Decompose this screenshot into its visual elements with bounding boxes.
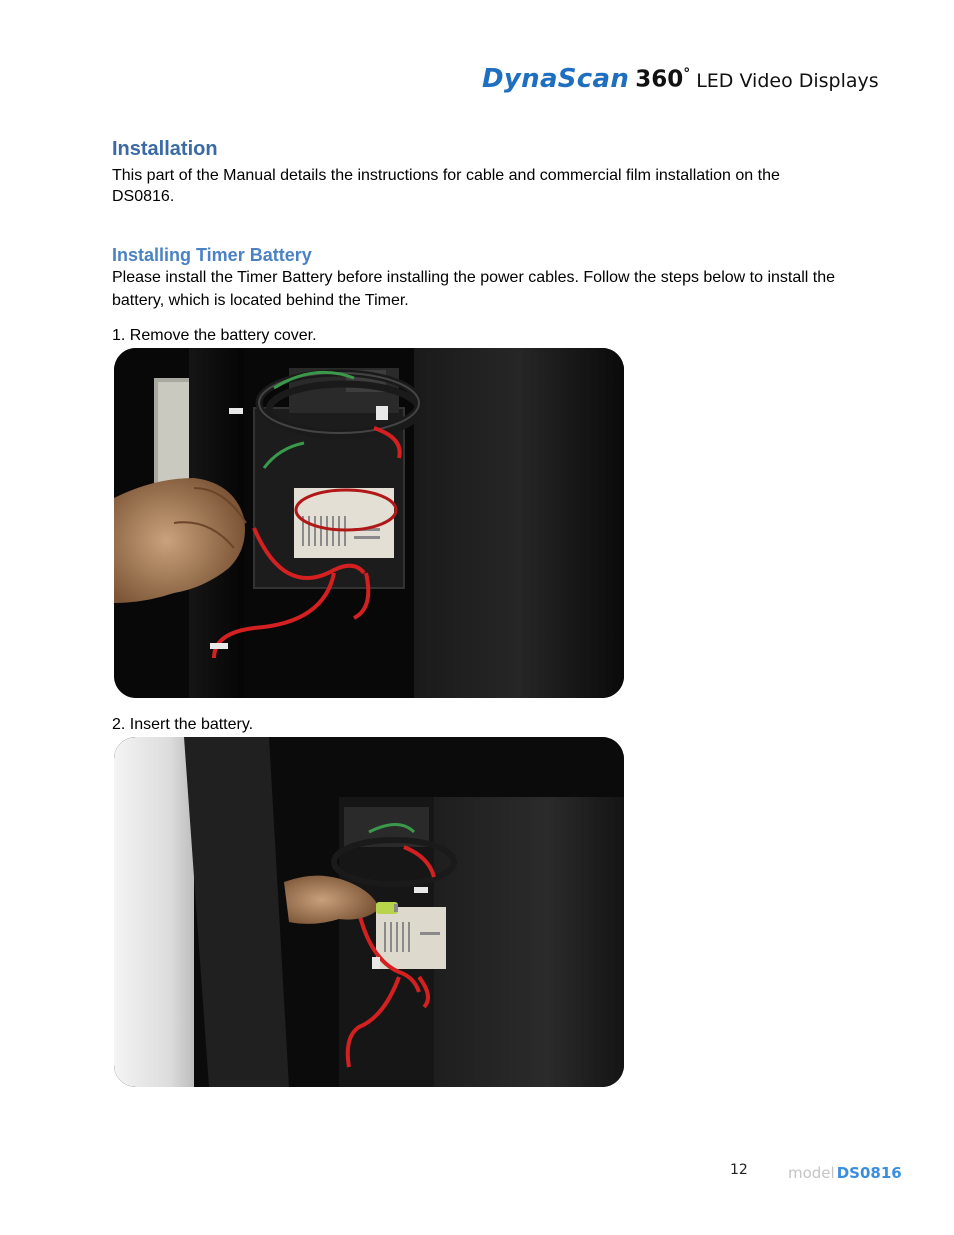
brand-tagline: LED Video Displays: [696, 70, 879, 92]
section-intro: This part of the Manual details the instructions for cable and commercial film installation on the DS0816.: [112, 167, 780, 205]
photo-insert-battery: [114, 737, 624, 1087]
subsection-intro: Please install the Timer Battery before installing the power cables. Follow the steps below to install the battery, which is located behind the Timer.: [112, 269, 836, 309]
footer-model-id: DS0816: [836, 1164, 902, 1182]
step-2-label: 2. Insert the battery.: [112, 716, 254, 733]
step-1-label: 1. Remove the battery cover.: [112, 327, 317, 344]
footer-model-word: model: [788, 1164, 835, 1182]
brand-name: DynaScan: [482, 64, 630, 94]
section-title: Installation: [112, 138, 218, 160]
footer-model: [788, 1163, 902, 1182]
brand-360: 360°: [635, 66, 691, 93]
photo-remove-battery-cover: [114, 348, 624, 698]
header-logo: [482, 64, 879, 94]
subsection-title: Installing Timer Battery: [112, 245, 312, 265]
page-number: 12: [730, 1162, 748, 1178]
